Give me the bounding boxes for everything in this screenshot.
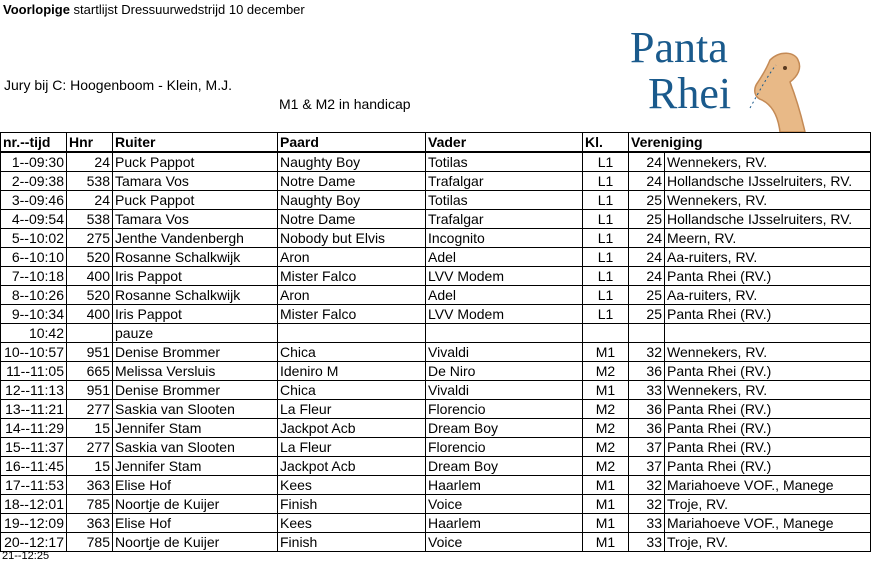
cell-nr-tijd: 6--10:10 bbox=[1, 248, 67, 267]
cell-vereniging: Panta Rhei (RV.) bbox=[665, 305, 871, 324]
cell-nr-tijd: 20--12:17 bbox=[1, 533, 67, 552]
cell-klasse: L1 bbox=[583, 191, 629, 210]
cell-proef: 25 bbox=[629, 210, 665, 229]
logo-text-1: Panta bbox=[630, 23, 728, 72]
table-row bbox=[1, 343, 871, 362]
table-row bbox=[1, 248, 871, 267]
cell-nr-tijd: 18--12:01 bbox=[1, 495, 67, 514]
cell-vader: LVV Modem bbox=[426, 267, 583, 286]
cell-proef: 32 bbox=[629, 495, 665, 514]
cell-vereniging: Panta Rhei (RV.) bbox=[665, 457, 871, 476]
cell-vereniging: Wennekers, RV. bbox=[665, 191, 871, 210]
cell-vader: Totilas bbox=[426, 191, 583, 210]
cell-ruiter: Elise Hof bbox=[113, 476, 278, 495]
table-row bbox=[1, 495, 871, 514]
cell-klasse: L1 bbox=[583, 267, 629, 286]
cell-klasse: L1 bbox=[583, 248, 629, 267]
cell-vader bbox=[426, 324, 583, 343]
cell-nr-tijd: 16--11:45 bbox=[1, 457, 67, 476]
cell-paard: Aron bbox=[278, 248, 426, 267]
table-header-row bbox=[1, 133, 871, 153]
cell-hnr: 277 bbox=[67, 438, 113, 457]
cell-nr-tijd: 12--11:13 bbox=[1, 381, 67, 400]
cell-hnr: 785 bbox=[67, 533, 113, 552]
cell-paard: Naughty Boy bbox=[278, 191, 426, 210]
table-row bbox=[1, 152, 871, 172]
cell-proef: 25 bbox=[629, 305, 665, 324]
cell-proef: 32 bbox=[629, 476, 665, 495]
table-row bbox=[1, 191, 871, 210]
cell-ruiter: Rosanne Schalkwijk bbox=[113, 248, 278, 267]
cell-paard: Jackpot Acb bbox=[278, 419, 426, 438]
table-row bbox=[1, 476, 871, 495]
cell-vader: Incognito bbox=[426, 229, 583, 248]
cell-vereniging: Aa-ruiters, RV. bbox=[665, 248, 871, 267]
cell-paard: Ideniro M bbox=[278, 362, 426, 381]
table-row bbox=[1, 438, 871, 457]
cell-hnr: 15 bbox=[67, 457, 113, 476]
cell-hnr: 400 bbox=[67, 267, 113, 286]
cell-hnr: 277 bbox=[67, 400, 113, 419]
cell-paard: Jackpot Acb bbox=[278, 457, 426, 476]
cell-paard: Mister Falco bbox=[278, 305, 426, 324]
table-row bbox=[1, 267, 871, 286]
col-header-hnr: Hnr bbox=[67, 133, 113, 153]
cell-ruiter: pauze bbox=[113, 324, 278, 343]
cell-hnr: 15 bbox=[67, 419, 113, 438]
cell-ruiter: Puck Pappot bbox=[113, 152, 278, 172]
cell-nr-tijd: 10:42 bbox=[1, 324, 67, 343]
cell-nr-tijd: 9--10:34 bbox=[1, 305, 67, 324]
cell-hnr: 951 bbox=[67, 381, 113, 400]
table-row bbox=[1, 305, 871, 324]
table-row bbox=[1, 419, 871, 438]
col-header-ruiter: Ruiter bbox=[113, 133, 278, 153]
cell-proef: 36 bbox=[629, 400, 665, 419]
cell-ruiter: Puck Pappot bbox=[113, 191, 278, 210]
cell-vader: Haarlem bbox=[426, 476, 583, 495]
col-header-paard: Paard bbox=[278, 133, 426, 153]
cell-vader: Florencio bbox=[426, 400, 583, 419]
cell-ruiter: Elise Hof bbox=[113, 514, 278, 533]
cell-proef: 24 bbox=[629, 152, 665, 172]
cell-paard: Finish bbox=[278, 495, 426, 514]
cell-vereniging: Panta Rhei (RV.) bbox=[665, 400, 871, 419]
cell-vereniging: Mariahoeve VOF., Manege bbox=[665, 476, 871, 495]
cell-klasse: M2 bbox=[583, 419, 629, 438]
cell-nr-tijd: 8--10:26 bbox=[1, 286, 67, 305]
cell-paard: La Fleur bbox=[278, 400, 426, 419]
cell-klasse: M1 bbox=[583, 381, 629, 400]
cell-vereniging: Panta Rhei (RV.) bbox=[665, 362, 871, 381]
cell-vader: Trafalgar bbox=[426, 172, 583, 191]
cell-vader: Florencio bbox=[426, 438, 583, 457]
cell-vader: Dream Boy bbox=[426, 457, 583, 476]
cell-ruiter: Tamara Vos bbox=[113, 210, 278, 229]
cell-proef: 24 bbox=[629, 267, 665, 286]
cell-nr-tijd: 4--09:54 bbox=[1, 210, 67, 229]
cell-proef: 33 bbox=[629, 381, 665, 400]
cell-klasse: L1 bbox=[583, 172, 629, 191]
title-rest: startlijst Dressuurwedstrijd 10 december bbox=[69, 2, 305, 17]
cell-proef: 24 bbox=[629, 248, 665, 267]
cell-proef: 37 bbox=[629, 438, 665, 457]
cell-ruiter: Melissa Versluis bbox=[113, 362, 278, 381]
cell-klasse: L1 bbox=[583, 286, 629, 305]
cell-klasse: L1 bbox=[583, 152, 629, 172]
cell-paard: Chica bbox=[278, 343, 426, 362]
cell-nr-tijd: 17--11:53 bbox=[1, 476, 67, 495]
cell-paard bbox=[278, 324, 426, 343]
cell-hnr: 400 bbox=[67, 305, 113, 324]
cell-klasse: M2 bbox=[583, 362, 629, 381]
table-row bbox=[1, 514, 871, 533]
cell-vereniging: Panta Rhei (RV.) bbox=[665, 267, 871, 286]
table-row bbox=[1, 172, 871, 191]
cell-paard: Notre Dame bbox=[278, 210, 426, 229]
cell-paard: Finish bbox=[278, 533, 426, 552]
cell-vader: LVV Modem bbox=[426, 305, 583, 324]
cell-proef: 25 bbox=[629, 286, 665, 305]
cell-proef: 33 bbox=[629, 533, 665, 552]
sheet-title bbox=[3, 2, 305, 17]
cell-hnr: 275 bbox=[67, 229, 113, 248]
table-row bbox=[1, 210, 871, 229]
table-row bbox=[1, 400, 871, 419]
col-header-vader: Vader bbox=[426, 133, 583, 153]
cell-hnr: 538 bbox=[67, 210, 113, 229]
table-body bbox=[1, 133, 871, 552]
cell-paard: Aron bbox=[278, 286, 426, 305]
cell-vader: Haarlem bbox=[426, 514, 583, 533]
cell-klasse: L1 bbox=[583, 229, 629, 248]
cell-proef: 24 bbox=[629, 229, 665, 248]
cell-nr-tijd: 2--09:38 bbox=[1, 172, 67, 191]
cell-proef: 25 bbox=[629, 191, 665, 210]
cell-nr-tijd: 10--10:57 bbox=[1, 343, 67, 362]
cell-paard: La Fleur bbox=[278, 438, 426, 457]
cell-ruiter: Iris Pappot bbox=[113, 267, 278, 286]
cell-vereniging: Panta Rhei (RV.) bbox=[665, 419, 871, 438]
cell-vereniging: Mariahoeve VOF., Manege bbox=[665, 514, 871, 533]
cell-vader: Voice bbox=[426, 495, 583, 514]
cell-nr-tijd: 7--10:18 bbox=[1, 267, 67, 286]
cell-vereniging: Wennekers, RV. bbox=[665, 381, 871, 400]
cell-ruiter: Rosanne Schalkwijk bbox=[113, 286, 278, 305]
cell-vader: Trafalgar bbox=[426, 210, 583, 229]
cell-klasse: M1 bbox=[583, 343, 629, 362]
cell-klasse: M2 bbox=[583, 400, 629, 419]
cell-nr-tijd: 5--10:02 bbox=[1, 229, 67, 248]
cell-klasse: M1 bbox=[583, 476, 629, 495]
cell-paard: Nobody but Elvis bbox=[278, 229, 426, 248]
cell-klasse: M2 bbox=[583, 457, 629, 476]
cell-nr-tijd: 3--09:46 bbox=[1, 191, 67, 210]
cell-vader: Voice bbox=[426, 533, 583, 552]
cell-vader: De Niro bbox=[426, 362, 583, 381]
cell-proef: 32 bbox=[629, 343, 665, 362]
cell-nr-tijd: 19--12:09 bbox=[1, 514, 67, 533]
cell-proef: 36 bbox=[629, 419, 665, 438]
cell-nr-tijd: 13--11:21 bbox=[1, 400, 67, 419]
cell-nr-tijd: 1--09:30 bbox=[1, 152, 67, 172]
cell-paard: Mister Falco bbox=[278, 267, 426, 286]
cell-vereniging: Hollandsche IJsselruiters, RV. bbox=[665, 210, 871, 229]
cell-hnr: 951 bbox=[67, 343, 113, 362]
cell-vereniging: Wennekers, RV. bbox=[665, 152, 871, 172]
panta-rhei-logo bbox=[630, 20, 810, 140]
cell-paard: Kees bbox=[278, 476, 426, 495]
cell-nr-tijd: 15--11:37 bbox=[1, 438, 67, 457]
cell-ruiter: Noortje de Kuijer bbox=[113, 495, 278, 514]
cell-nr-tijd: 14--11:29 bbox=[1, 419, 67, 438]
cell-vereniging: Troje, RV. bbox=[665, 495, 871, 514]
cell-klasse bbox=[583, 324, 629, 343]
cell-klasse: M1 bbox=[583, 495, 629, 514]
cell-ruiter: Tamara Vos bbox=[113, 172, 278, 191]
cell-vereniging: Hollandsche IJsselruiters, RV. bbox=[665, 172, 871, 191]
title-bold: Voorlopige bbox=[3, 2, 70, 17]
cell-proef: 36 bbox=[629, 362, 665, 381]
cell-hnr: 520 bbox=[67, 248, 113, 267]
jury-line: Jury bij C: Hoogenboom - Klein, M.J. bbox=[4, 77, 232, 93]
cell-ruiter: Jenthe Vandenbergh bbox=[113, 229, 278, 248]
table-row bbox=[1, 229, 871, 248]
cell-vereniging: Meern, RV. bbox=[665, 229, 871, 248]
startlist-table bbox=[0, 132, 871, 552]
table-row bbox=[1, 381, 871, 400]
cell-ruiter: Jennifer Stam bbox=[113, 419, 278, 438]
cell-ruiter: Denise Brommer bbox=[113, 343, 278, 362]
cell-ruiter: Iris Pappot bbox=[113, 305, 278, 324]
cell-ruiter: Denise Brommer bbox=[113, 381, 278, 400]
cell-vader: Vivaldi bbox=[426, 381, 583, 400]
cell-hnr: 24 bbox=[67, 152, 113, 172]
cell-klasse: L1 bbox=[583, 210, 629, 229]
cell-hnr bbox=[67, 324, 113, 343]
cell-vereniging: Panta Rhei (RV.) bbox=[665, 438, 871, 457]
cell-hnr: 665 bbox=[67, 362, 113, 381]
table-row bbox=[1, 457, 871, 476]
cell-vader: Adel bbox=[426, 286, 583, 305]
cell-klasse: M2 bbox=[583, 438, 629, 457]
cell-ruiter: Jennifer Stam bbox=[113, 457, 278, 476]
cell-paard: Notre Dame bbox=[278, 172, 426, 191]
cell-hnr: 785 bbox=[67, 495, 113, 514]
col-header-vereniging: Vereniging bbox=[629, 133, 871, 153]
cell-paard: Chica bbox=[278, 381, 426, 400]
cell-proef: 37 bbox=[629, 457, 665, 476]
cell-proef: 33 bbox=[629, 514, 665, 533]
cell-hnr: 24 bbox=[67, 191, 113, 210]
cell-vereniging: Wennekers, RV. bbox=[665, 343, 871, 362]
partial-row-text: 21--12:25 bbox=[2, 550, 50, 562]
cell-vader: Adel bbox=[426, 248, 583, 267]
cell-nr-tijd: 11--11:05 bbox=[1, 362, 67, 381]
cell-paard: Kees bbox=[278, 514, 426, 533]
table-row bbox=[1, 324, 871, 343]
table-row bbox=[1, 286, 871, 305]
cell-vereniging: Troje, RV. bbox=[665, 533, 871, 552]
cell-klasse: M1 bbox=[583, 514, 629, 533]
col-header-kl: Kl. bbox=[583, 133, 629, 153]
category-line: M1 & M2 in handicap bbox=[279, 96, 411, 112]
cell-vader: Dream Boy bbox=[426, 419, 583, 438]
cell-vereniging: Aa-ruiters, RV. bbox=[665, 286, 871, 305]
horse-head-icon bbox=[755, 53, 805, 132]
cell-klasse: M1 bbox=[583, 533, 629, 552]
cell-hnr: 363 bbox=[67, 476, 113, 495]
logo-text-2: Rhei bbox=[648, 69, 732, 118]
cell-hnr: 520 bbox=[67, 286, 113, 305]
cell-ruiter: Noortje de Kuijer bbox=[113, 533, 278, 552]
col-header-nr: nr.--tijd bbox=[1, 133, 67, 153]
cell-klasse: L1 bbox=[583, 305, 629, 324]
cell-vereniging bbox=[665, 324, 871, 343]
cell-hnr: 363 bbox=[67, 514, 113, 533]
table-row bbox=[1, 533, 871, 552]
cell-paard: Naughty Boy bbox=[278, 152, 426, 172]
cell-proef: 24 bbox=[629, 172, 665, 191]
cell-hnr: 538 bbox=[67, 172, 113, 191]
table-row bbox=[1, 362, 871, 381]
cell-ruiter: Saskia van Slooten bbox=[113, 438, 278, 457]
cell-proef bbox=[629, 324, 665, 343]
cell-vader: Vivaldi bbox=[426, 343, 583, 362]
cell-vader: Totilas bbox=[426, 152, 583, 172]
cell-ruiter: Saskia van Slooten bbox=[113, 400, 278, 419]
